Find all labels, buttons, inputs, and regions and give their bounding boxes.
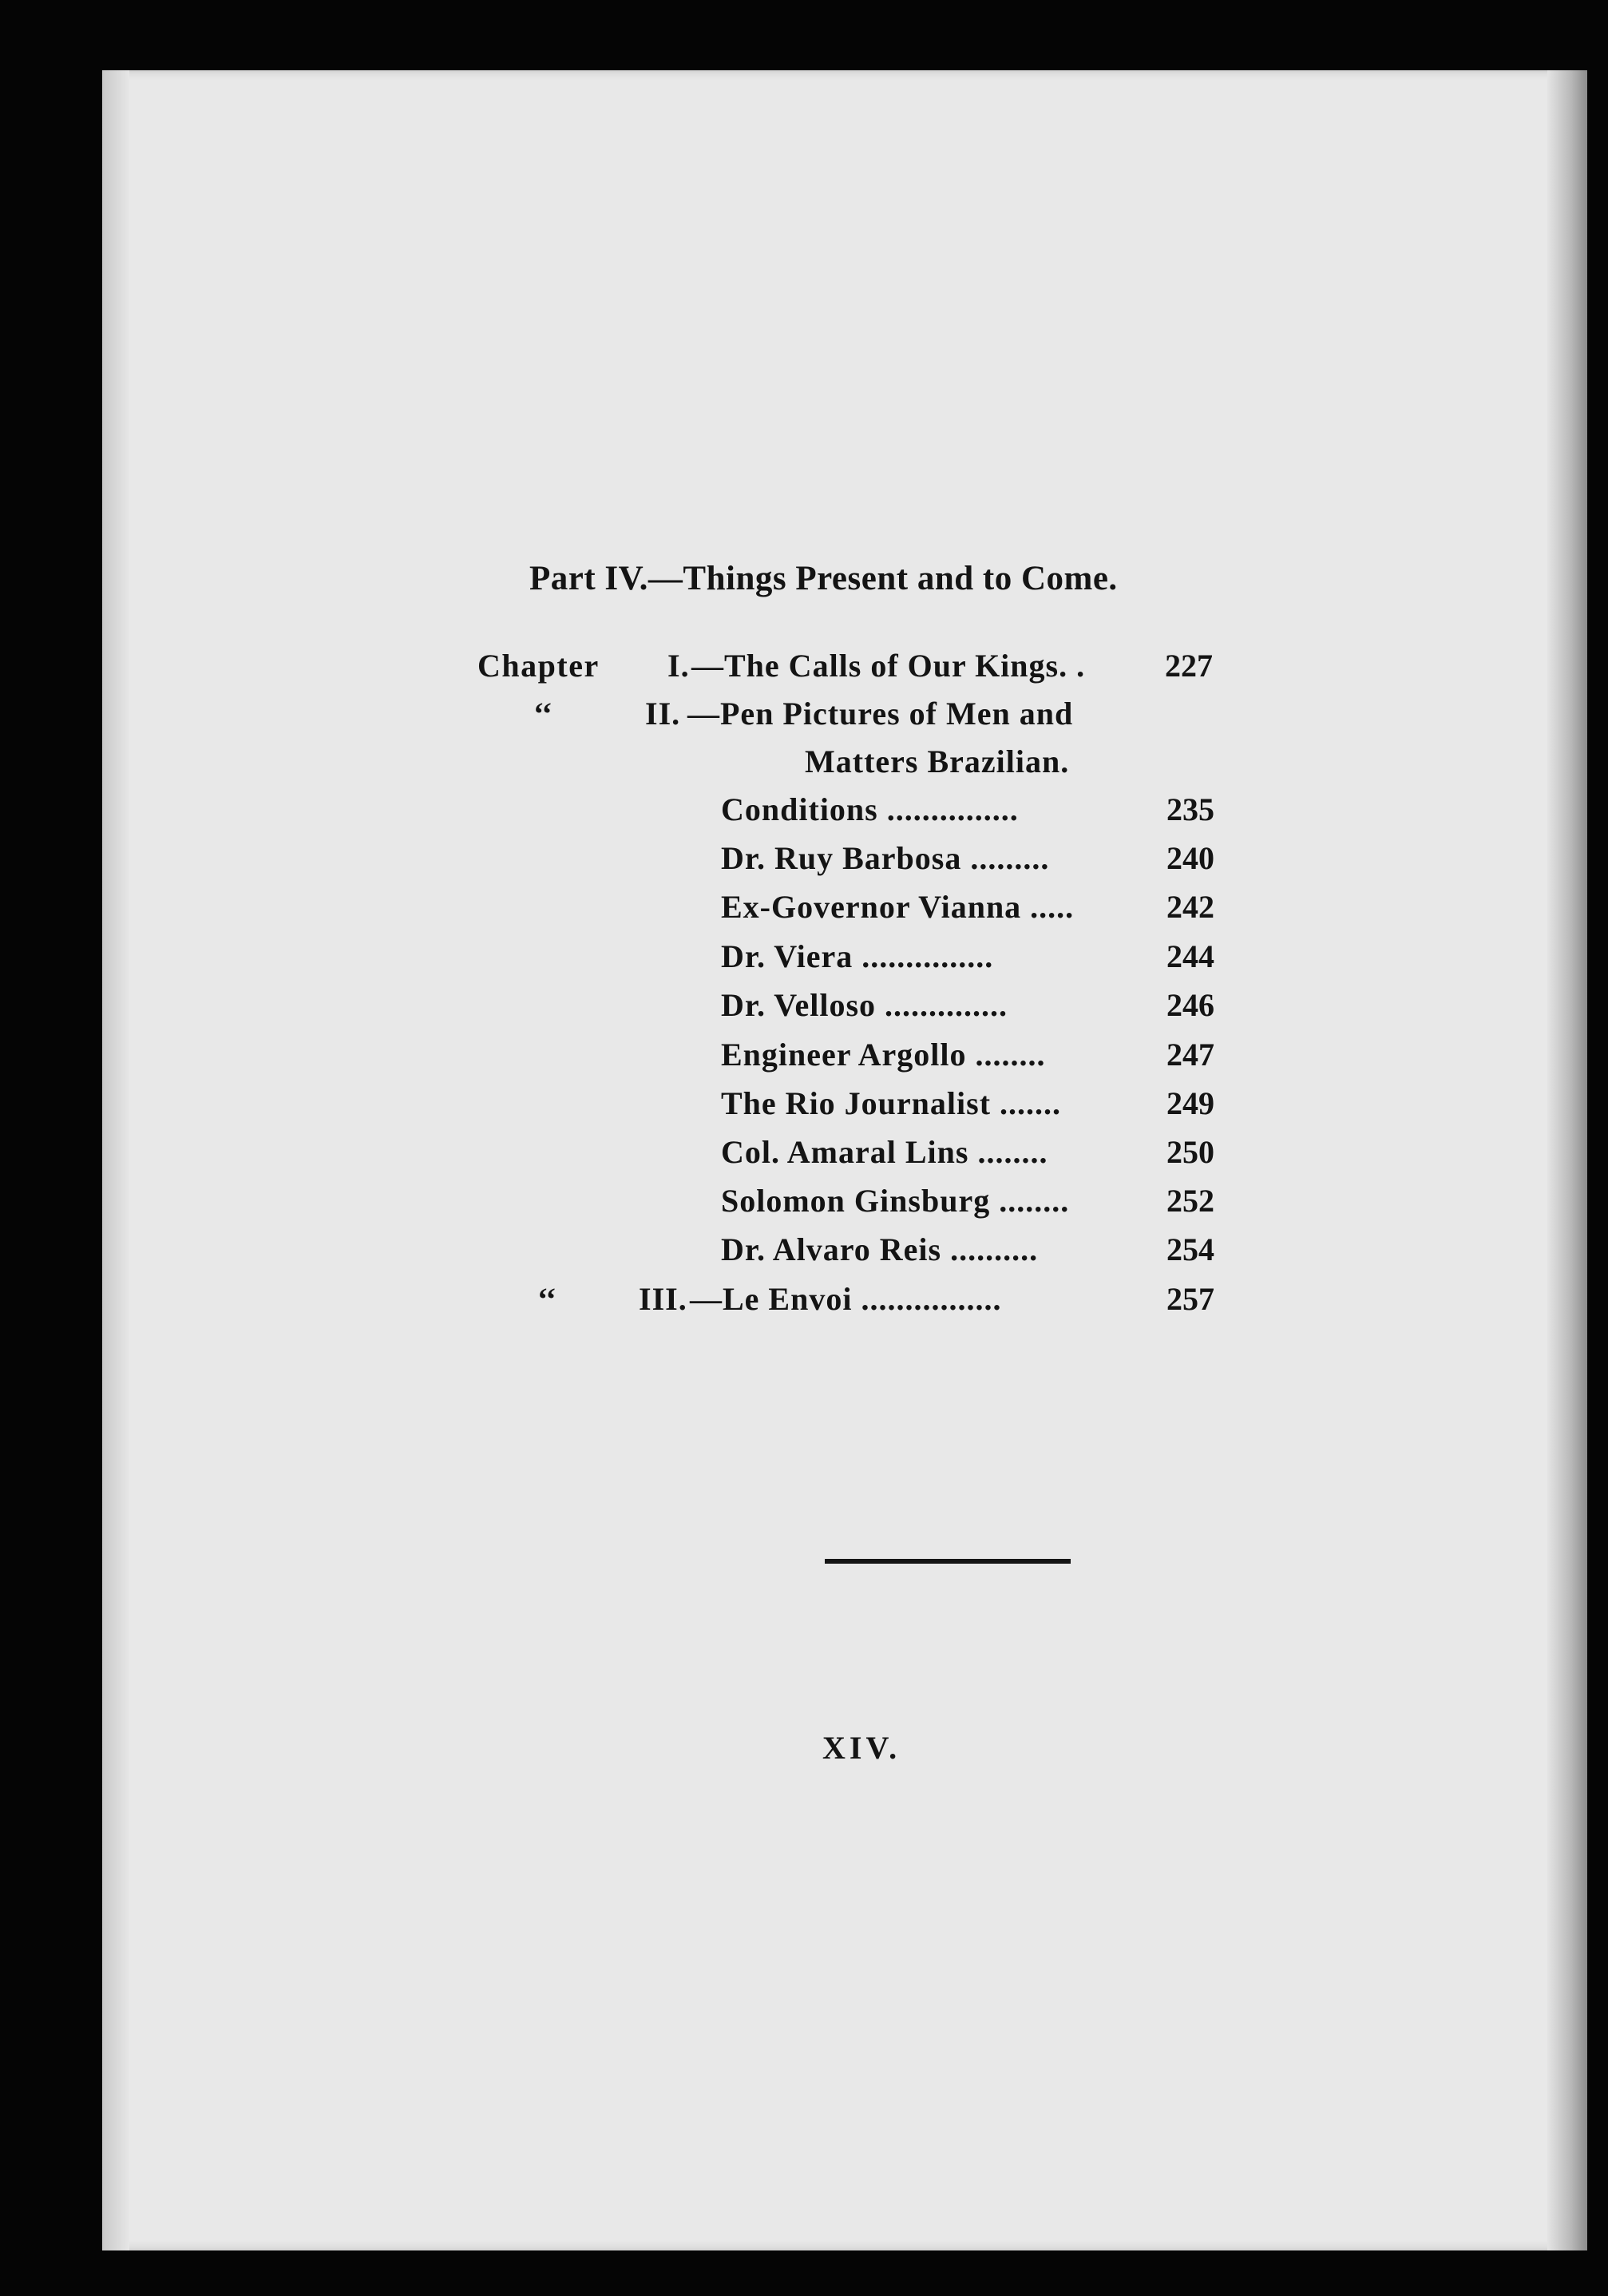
chapter-3-page: 257 (1166, 1281, 1214, 1317)
section-page: 244 (1166, 938, 1214, 974)
page-number: XIV. (822, 1730, 901, 1766)
ditto-mark-chapter-3: ‘‘ (537, 1281, 556, 1317)
section-page: 240 (1166, 840, 1214, 876)
section-title: Engineer Argollo ........ (721, 1037, 1046, 1073)
page-fore-edge (1547, 70, 1587, 2250)
section-page: 246 (1166, 987, 1214, 1023)
chapter-3-title: —Le Envoi ................ (690, 1281, 1002, 1317)
section-title: Dr. Viera ............... (721, 938, 994, 974)
section-title: The Rio Journalist ....... (721, 1085, 1062, 1121)
section-title: Conditions ............... (721, 791, 1019, 827)
chapter-3-numeral: III. (639, 1281, 687, 1317)
horizontal-rule (825, 1559, 1071, 1564)
section-title: Dr. Alvaro Reis .......... (721, 1231, 1039, 1267)
chapter-label: Chapter (477, 648, 600, 684)
section-page: 235 (1166, 791, 1214, 827)
ditto-mark-chapter-2: ‘‘ (533, 696, 553, 732)
part-heading: Part IV.—Things Present and to Come. (529, 560, 1118, 597)
page-binding-edge (102, 70, 129, 2250)
chapter-2-numeral: II. (645, 696, 681, 732)
section-title: Solomon Ginsburg ........ (721, 1183, 1070, 1219)
section-page: 250 (1166, 1134, 1214, 1170)
section-page: 252 (1166, 1183, 1214, 1219)
book-page (102, 70, 1587, 2250)
section-page: 247 (1166, 1037, 1214, 1073)
chapter-1-title: —The Calls of Our Kings. . (691, 648, 1086, 684)
section-title: Col. Amaral Lins ........ (721, 1134, 1048, 1170)
section-title: Ex-Governor Vianna ..... (721, 889, 1075, 925)
section-title: Dr. Velloso .............. (721, 987, 1008, 1023)
section-page: 249 (1166, 1085, 1214, 1121)
chapter-2-title-continued: Matters Brazilian. (805, 744, 1070, 779)
chapter-1-numeral: I. (667, 648, 690, 684)
section-page: 254 (1166, 1231, 1214, 1267)
section-title: Dr. Ruy Barbosa ......... (721, 840, 1050, 876)
section-page: 242 (1166, 889, 1214, 925)
chapter-1-page: 227 (1165, 648, 1213, 684)
chapter-2-title: —Pen Pictures of Men and (687, 696, 1074, 732)
